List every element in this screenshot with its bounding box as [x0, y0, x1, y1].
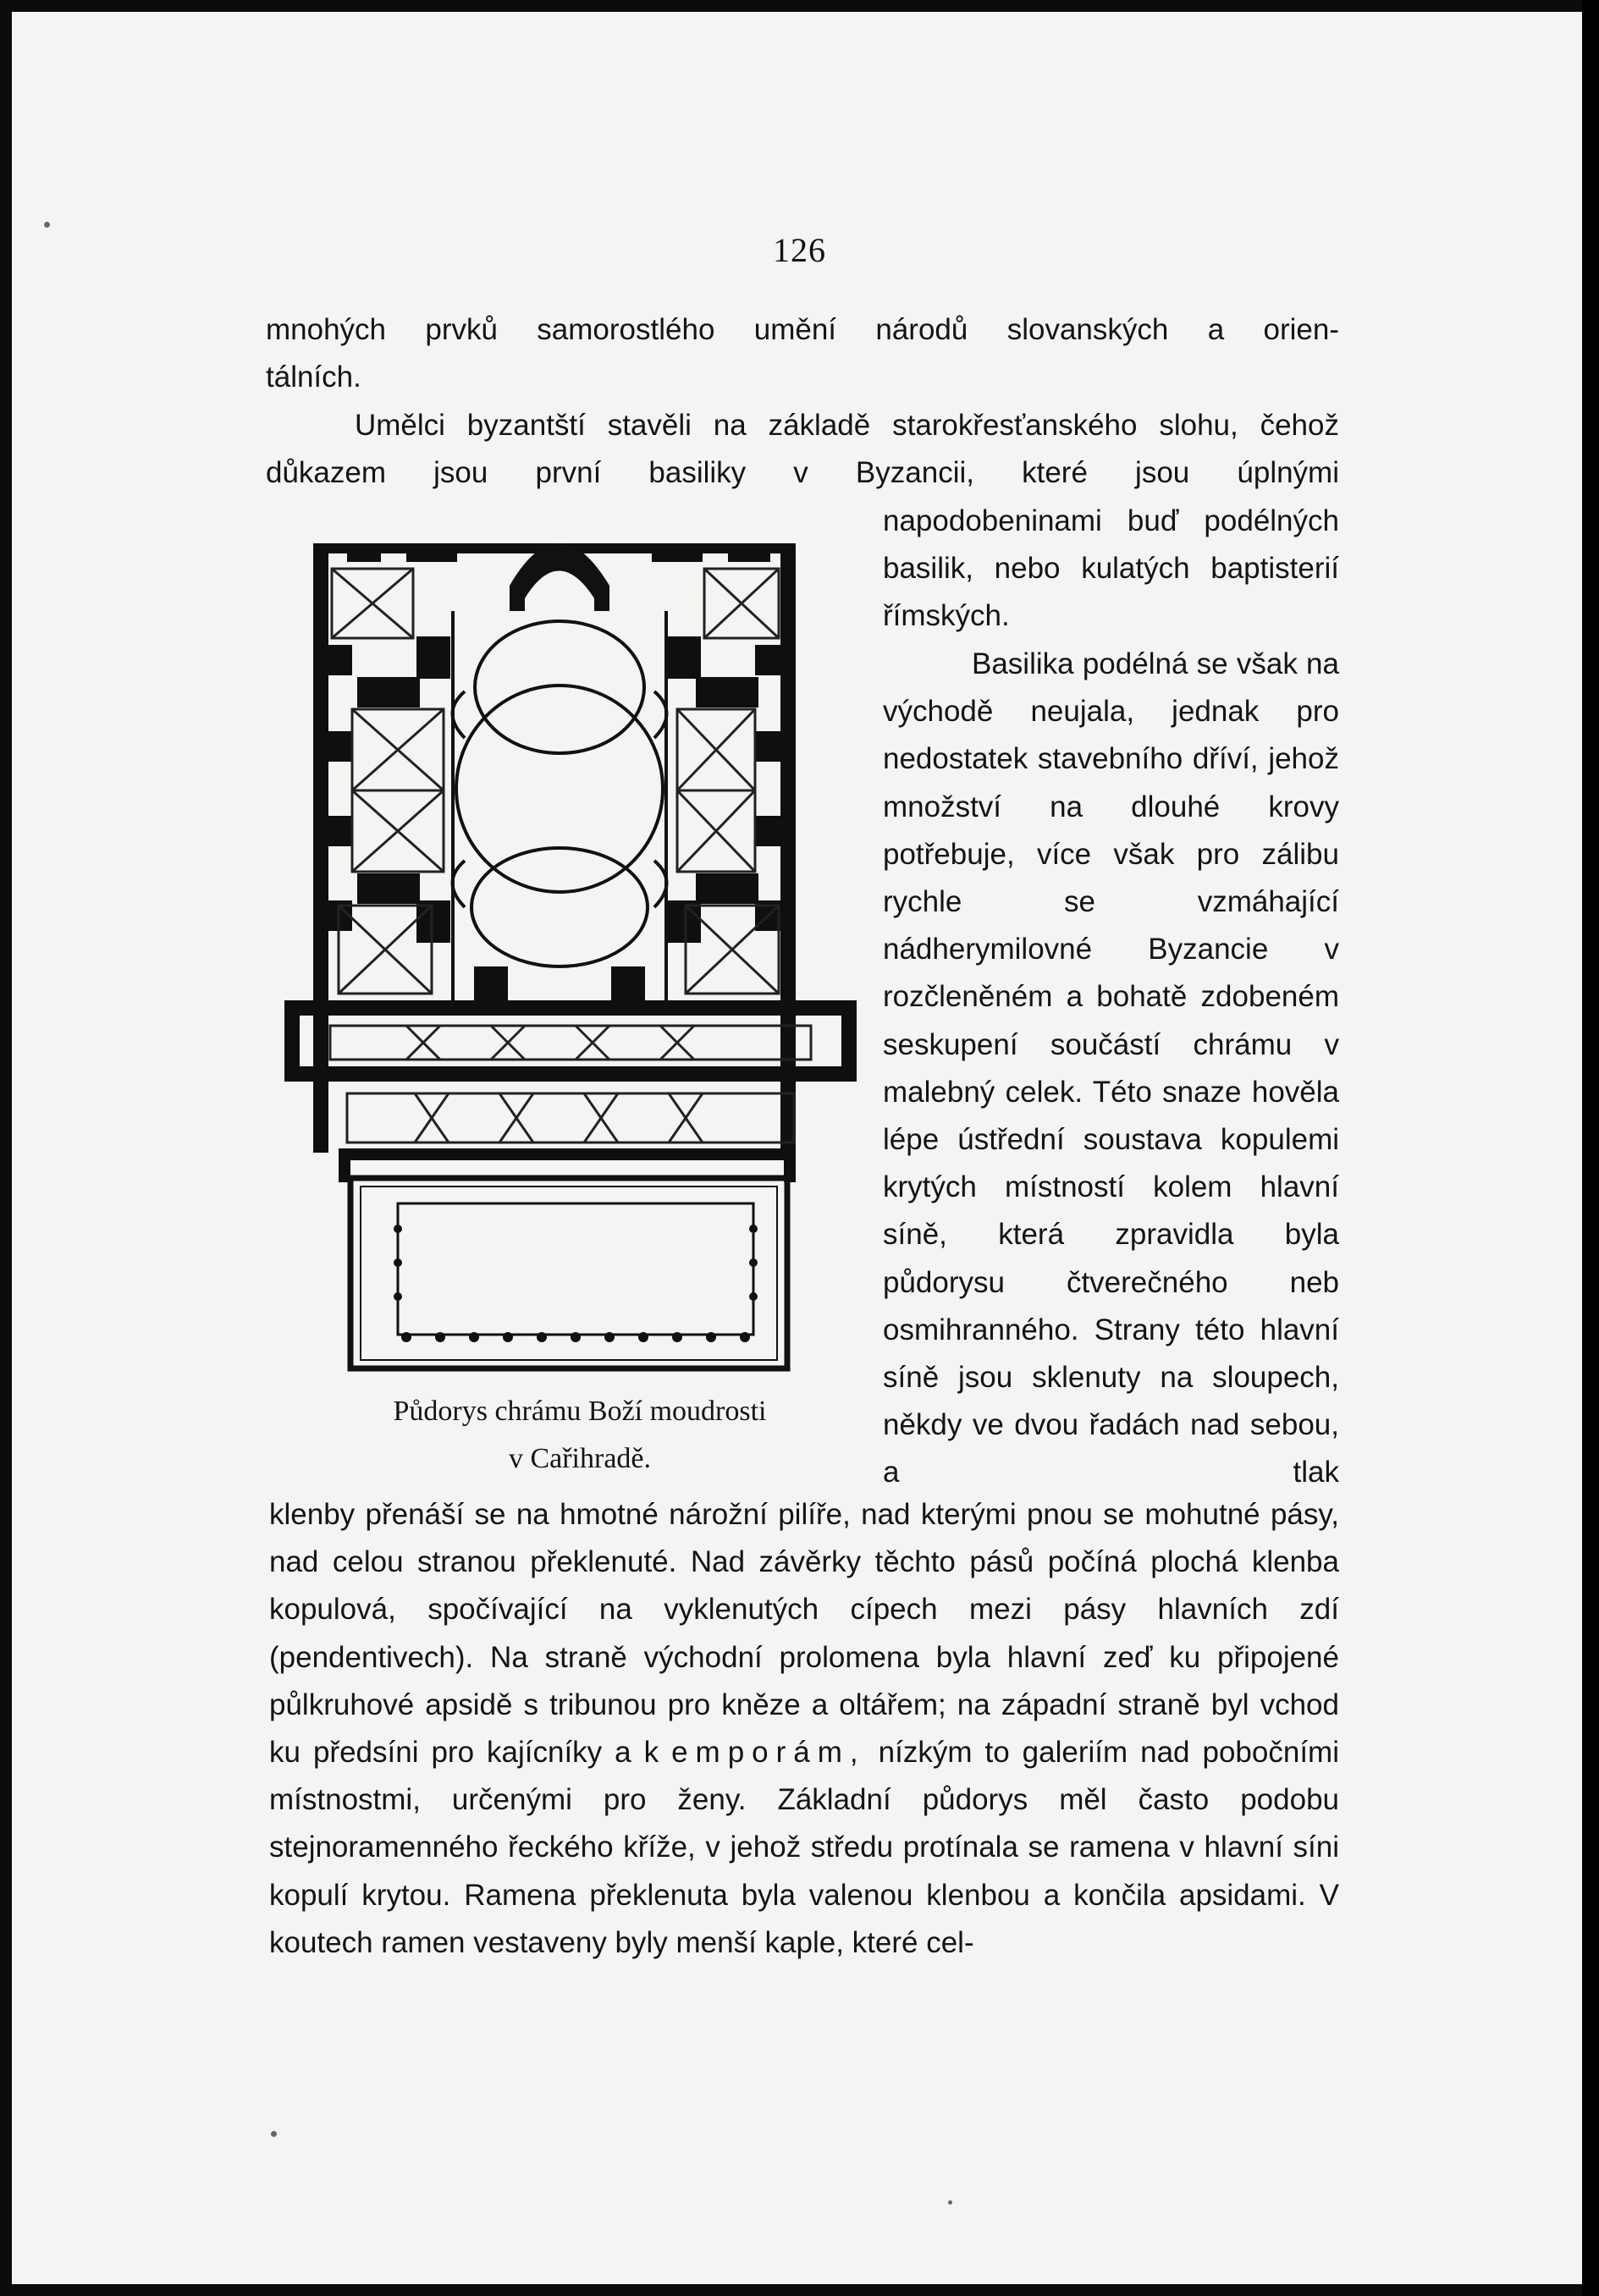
paragraph-2-full-width: Umělci byzantští stavěli na základě starokřesťanského slohu, čehož důkazem jsou první basiliky v Byzancii, které jsou úplnými [266, 409, 1339, 490]
scan-edge [1582, 0, 1599, 2296]
scan-speck [271, 2131, 277, 2137]
paragraph-3-text-b: nízkým to galeriím nad pobočními místnostmi, určenými pro ženy. Základní půdorys měl často podobu stejnoramenného řeckého kříže, v jehož středu protínala se ramena v hlavní síni kopulí krytou. Ramena překlenuta byla valenou klenbou a končila apsidami. V koutech ramen vestaveny byly menší kaple, které cel- [269, 1736, 1339, 1959]
caption-line-2: v Cařihradě. [508, 1443, 652, 1474]
paragraph-2-beside-figure: napodobeninami buď podélných basilik, nebo kulatých baptisterií římských. [883, 504, 1339, 633]
paragraph-1-line-1: mnohých prvků samorostlého umění národů slovanských a orien- [266, 313, 1339, 346]
paragraph-3-beside-figure: Basilika podélná se však na východě neujala, jednak pro nedostatek stavebního dříví, jehož množství na dlouhé krovy potřebuje, více však pro zálibu rychle se vzmáhající nádherymilovné Byzancie v rozčleněném a bohatě zdobeném seskupení součástí chrámu v malebný celek. Této snaze hověla lépe ústřední soustava kopulemi krytých místností kolem hlavní síně, která zpravidla byla půdorysu čtverečného neb osmihranného. Strany této hlavní síně jsou sklenuty na sloupech, někdy ve dvou řadách nad sebou, a tlak [883, 647, 1339, 1489]
paragraph-1-line-2: tálních. [266, 361, 361, 394]
page-number: 126 [773, 231, 826, 269]
caption-line-1: Půdorys chrámu Boží moudrosti [393, 1396, 767, 1427]
emphasis-emporam: emporám, [671, 1736, 866, 1770]
paragraph-3-full-width [269, 1491, 1339, 1967]
figure-caption [330, 1388, 830, 1483]
floor-plan-illustration [279, 518, 862, 1377]
scan-speck [948, 2200, 952, 2205]
paragraph-3-text-a: klenby přenáší se na hmotné nárožní pilíře, nad kterými pnou se mohutné pásy, nad celou stranou překlenuté. Nad závěrky těchto pásů počíná plochá klenba kopulová, spočívající na vyklenutých cípech mezi pásy hlavních zdí (pendentivech). Na straně východní prolomena byla hlavní zeď ku připojené půlkruhové apsidě s tribunou pro kněze a oltářem; na západní straně byl vchod ku předsíni pro kajícníky a k [269, 1498, 1339, 1770]
scan-speck [44, 222, 50, 228]
